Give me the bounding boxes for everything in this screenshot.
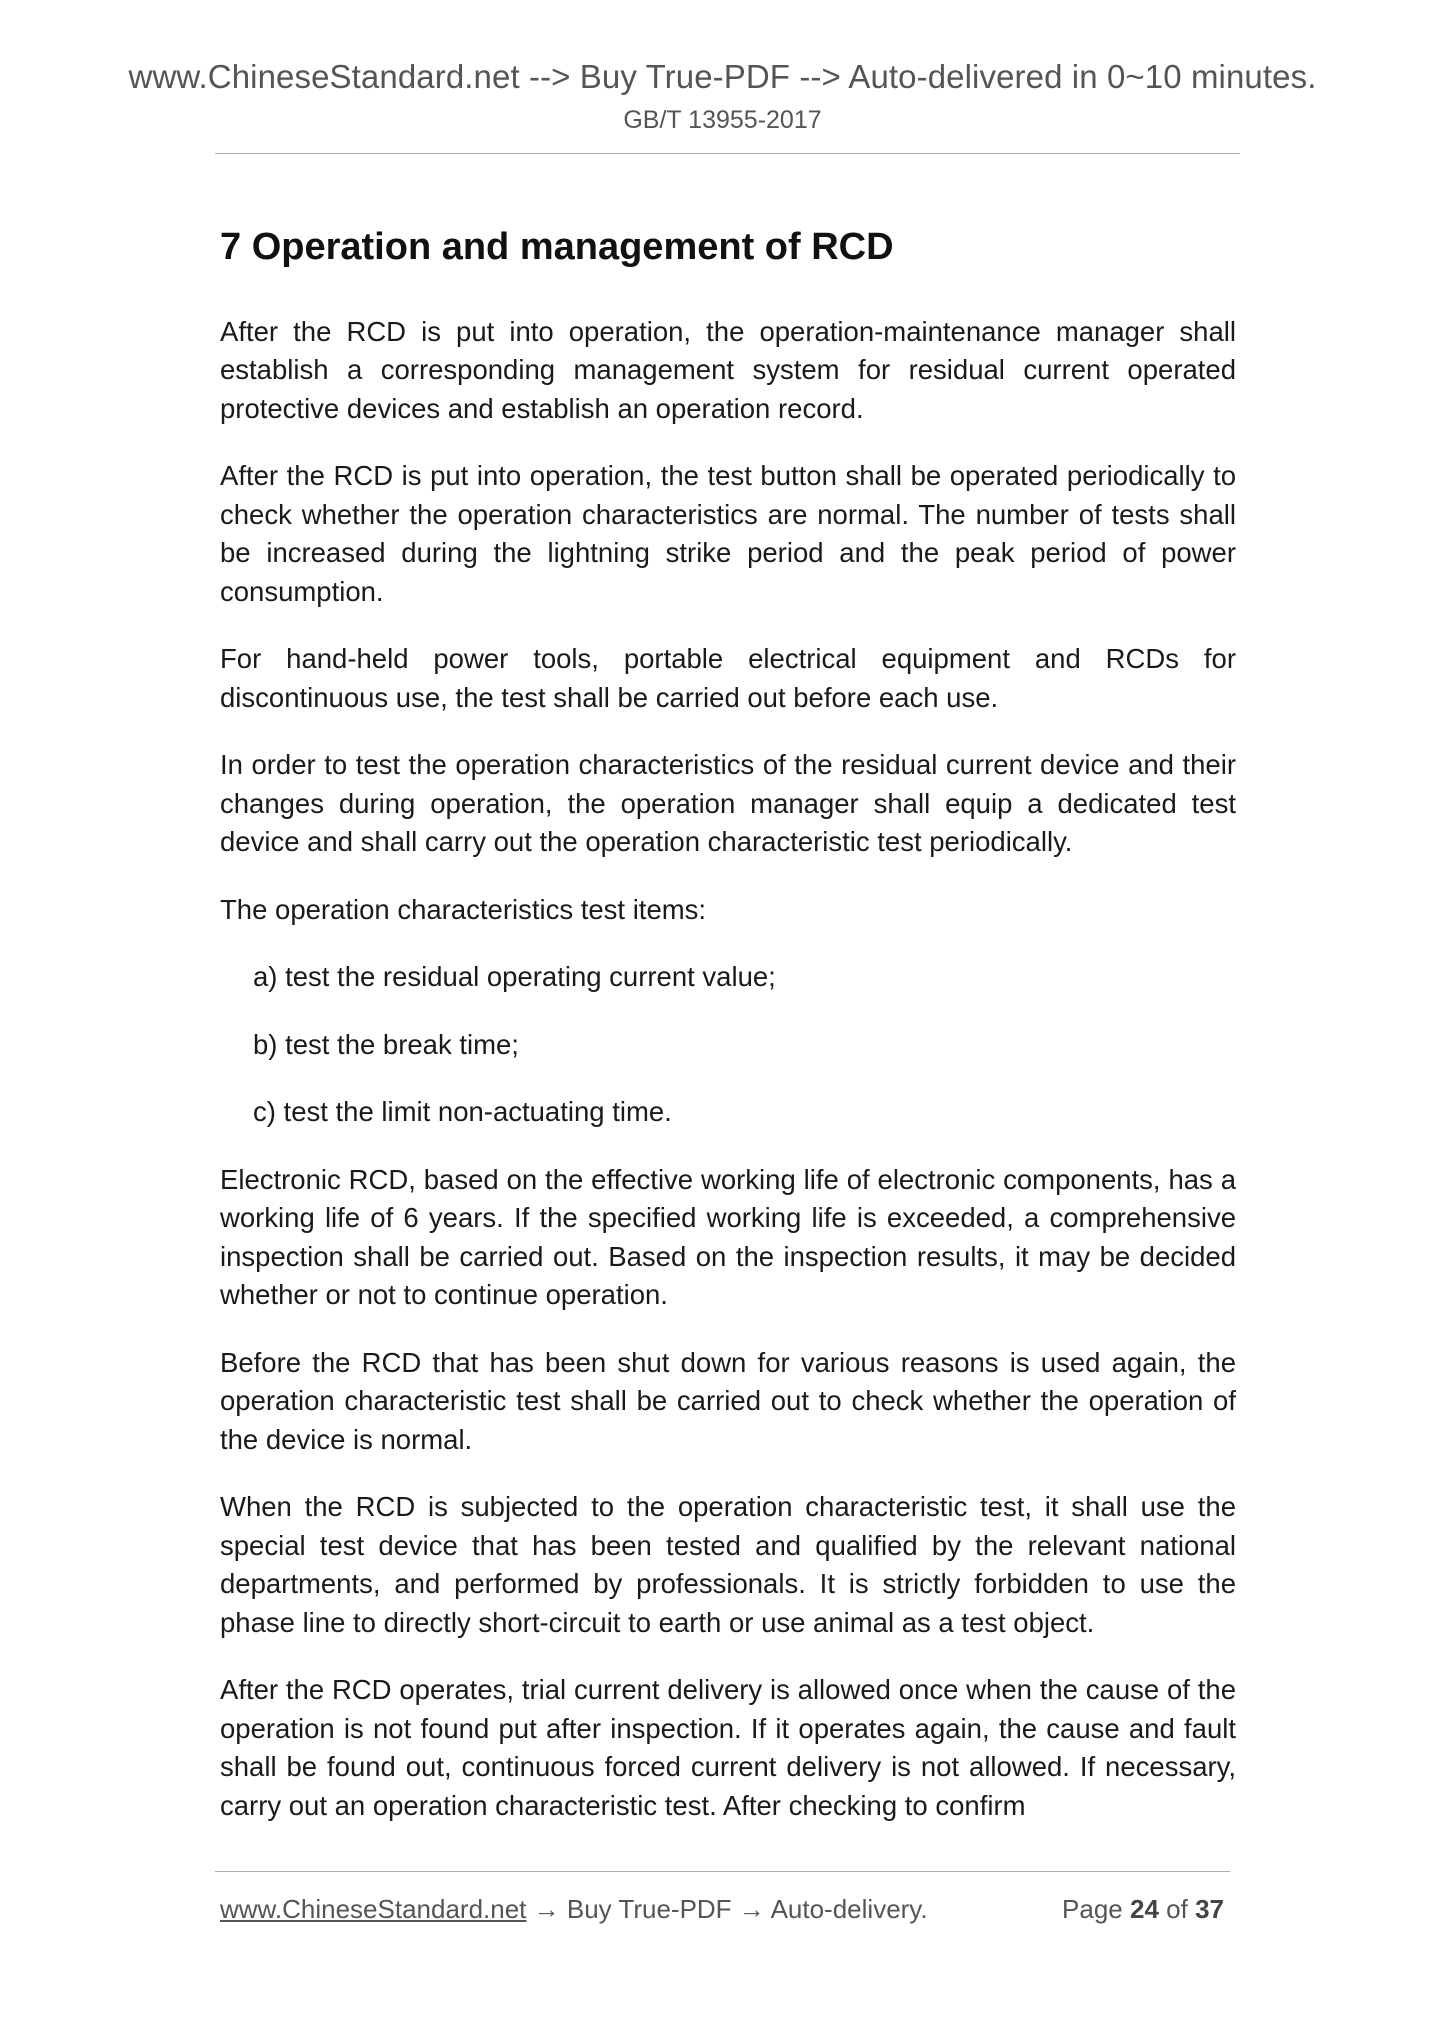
header-banner: www.ChineseStandard.net --> Buy True-PDF --> Auto-delivered in 0~10 minutes.: [128, 58, 1317, 95]
paragraph: When the RCD is subjected to the operation characteristic test, it shall use the special test device that has been tested and qualified by the relevant national departments, and performed by professionals. It is strictly forbidden to use the phase line to directly short-circuit to earth or use animal as a test object.: [220, 1491, 1236, 1638]
paragraph: For hand-held power tools, portable electrical equipment and RCDs for discontinuous use, the test shall be carried out before each use.: [220, 643, 1236, 713]
paragraph: In order to test the operation characteristics of the residual current device and their changes during operation, the operation manager shall equip a dedicated test device and shall carry out the operation characteristic test periodically.: [220, 749, 1236, 858]
footer-promo: [220, 1894, 928, 1925]
page-indicator: [1062, 1894, 1224, 1925]
page-number: 24: [1130, 1894, 1159, 1924]
header-divider: [215, 153, 1240, 154]
page-label: Page: [1062, 1894, 1123, 1924]
footer-divider: [215, 1871, 1230, 1872]
paragraph: After the RCD is put into operation, the operation-maintenance manager shall establish a corresponding management system for residual current operated protective devices and establish an operation record.: [220, 315, 1236, 424]
standard-code: GB/T 13955-2017: [623, 106, 822, 134]
list-item: c) test the limit non-actuating time.: [253, 1096, 672, 1128]
list-item: b) test the break time;: [253, 1028, 519, 1060]
footer-site-link[interactable]: www.ChineseStandard.net: [220, 1894, 527, 1924]
page-body: [220, 225, 1236, 1825]
paragraph: Before the RCD that has been shut down for various reasons is used again, the operation characteristic test shall be carried out to check whether the operation of the device is normal.: [220, 1346, 1236, 1455]
list-item: a) test the residual operating current value;: [253, 961, 776, 993]
footer-promo-text: → Buy True-PDF → Auto-delivery.: [526, 1894, 928, 1924]
paragraph: After the RCD operates, trial current delivery is allowed once when the cause of the operation is not found put after inspection. If it operates again, the cause and fault shall be found out, continuous forced current delivery is not allowed. If necessary, carry out an operation characteristic test. After checking to confirm: [220, 1674, 1236, 1821]
paragraph: Electronic RCD, based on the effective working life of electronic components, has a working life of 6 years. If the specified working life is exceeded, a comprehensive inspection shall be carried out. Based on the inspection results, it may be decided whether or not to continue operation.: [220, 1163, 1236, 1311]
of-label: of: [1166, 1894, 1188, 1924]
total-pages: 37: [1195, 1894, 1224, 1924]
paragraph: The operation characteristics test items:: [220, 893, 707, 925]
paragraph: After the RCD is put into operation, the test button shall be operated periodically to check whether the operation characteristics are normal. The number of tests shall be increased during the lightning strike period and the peak period of power consumption.: [220, 460, 1236, 607]
section-title: 7 Operation and management of RCD: [220, 226, 894, 268]
